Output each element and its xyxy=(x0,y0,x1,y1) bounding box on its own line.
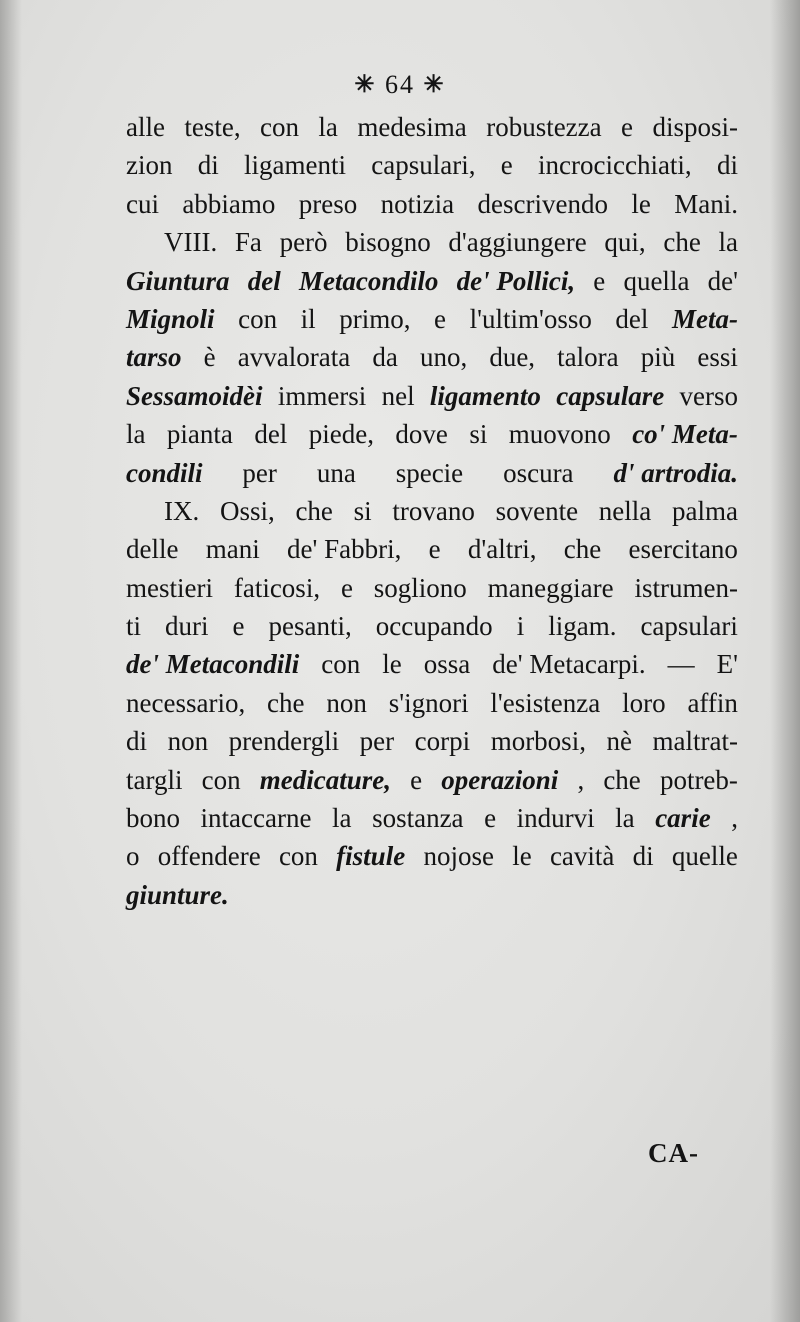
word: bono xyxy=(126,803,180,834)
page-number: 64 xyxy=(385,70,415,99)
word: Ossi, xyxy=(219,495,275,526)
ornament-left-icon: ✳ xyxy=(354,72,377,98)
word: uno, xyxy=(419,342,468,373)
word: nè xyxy=(606,726,632,757)
word: che xyxy=(663,227,701,258)
word: per xyxy=(242,457,277,488)
word: ligamenti xyxy=(244,150,347,181)
word: occupando xyxy=(375,611,493,642)
italic-word: medicature, xyxy=(259,764,391,795)
word: mani xyxy=(205,534,260,565)
word: di xyxy=(126,726,148,757)
word: la xyxy=(318,112,338,142)
word: medesima xyxy=(357,112,467,142)
italic-word: del xyxy=(247,265,281,296)
word: la xyxy=(718,227,738,258)
italic-word: Giuntura xyxy=(126,265,230,296)
word: maltrat- xyxy=(652,726,738,757)
text-line xyxy=(126,496,738,534)
word: capsulari xyxy=(640,611,738,642)
word: la xyxy=(332,803,352,834)
word: specie xyxy=(395,457,464,488)
page-header xyxy=(0,70,800,100)
word: preso xyxy=(298,188,358,219)
word: quella xyxy=(623,265,690,296)
word: e xyxy=(500,150,513,181)
word: s'ignori xyxy=(388,687,469,718)
word: cui xyxy=(126,188,159,219)
word: prendergli xyxy=(228,726,340,757)
page-shadow-left xyxy=(0,0,22,1322)
word: i xyxy=(516,611,525,642)
word: muovono xyxy=(508,419,611,450)
word: due, xyxy=(489,342,536,373)
text-line xyxy=(126,880,738,918)
text-line xyxy=(126,803,738,841)
text-line xyxy=(126,419,738,457)
word: capsulari, xyxy=(371,150,476,181)
word: per xyxy=(359,726,395,757)
word: affin xyxy=(687,687,738,718)
word: ossa xyxy=(423,649,471,680)
word: E' xyxy=(716,649,738,680)
word: che xyxy=(603,764,641,795)
word: mestieri xyxy=(126,572,213,603)
text-line xyxy=(126,150,738,188)
word: alle xyxy=(126,112,165,142)
text-line xyxy=(126,534,738,572)
text-line xyxy=(126,726,738,764)
word: che xyxy=(295,495,333,526)
word: e xyxy=(428,534,441,565)
word: si xyxy=(353,495,372,526)
word: disposi- xyxy=(652,112,738,142)
word: , xyxy=(577,764,585,795)
word: abbiamo xyxy=(182,188,276,219)
body-text xyxy=(126,112,738,918)
word: corpi xyxy=(414,726,471,757)
word: de' xyxy=(707,265,738,296)
word: targli xyxy=(126,764,183,795)
word: le xyxy=(512,841,532,872)
word: morbosi, xyxy=(490,726,586,757)
word: potreb- xyxy=(659,764,738,795)
word: zion xyxy=(126,150,173,181)
word: intaccarne xyxy=(200,803,312,834)
word: trovano xyxy=(392,495,475,526)
text-line xyxy=(126,342,738,380)
word: immersi xyxy=(277,380,367,411)
word: pesanti, xyxy=(268,611,352,642)
text-line xyxy=(126,458,738,496)
word: d'aggiungere xyxy=(448,227,587,258)
word: e xyxy=(410,764,423,795)
text-line xyxy=(126,112,738,150)
word: incrocicchiati, xyxy=(538,150,692,181)
word: non xyxy=(167,726,209,757)
word: faticosi, xyxy=(233,572,321,603)
word: pianta xyxy=(166,419,233,450)
word: — xyxy=(667,649,695,680)
word: ti xyxy=(126,611,142,642)
text-line xyxy=(126,573,738,611)
italic-word: condili xyxy=(126,457,203,488)
word: IX. xyxy=(164,495,200,526)
word: più xyxy=(640,342,676,373)
italic-word: Mignoli xyxy=(126,303,215,334)
italic-word: Metacondilo xyxy=(298,265,439,296)
word: bisogno xyxy=(345,227,431,258)
word: talora xyxy=(557,342,619,373)
word: e xyxy=(232,611,245,642)
word: descrivendo xyxy=(477,188,608,219)
word: e xyxy=(593,265,606,296)
word: di xyxy=(632,841,654,872)
word: VIII. xyxy=(164,227,218,258)
word: nella xyxy=(598,495,652,526)
catchword: CA- xyxy=(648,1138,699,1168)
word: il xyxy=(300,303,316,334)
italic-word: co' Meta- xyxy=(632,419,738,450)
page-shadow-right xyxy=(770,0,800,1322)
word: notizia xyxy=(380,188,455,219)
word: Fa xyxy=(234,227,262,258)
word: con xyxy=(321,649,361,680)
ornament-right-icon: ✳ xyxy=(423,72,446,98)
word: le xyxy=(382,649,402,680)
italic-word: Sessamoidèi xyxy=(126,380,263,411)
text-line xyxy=(126,688,738,726)
word: con xyxy=(238,303,278,334)
word: con xyxy=(260,112,300,142)
word: cavità xyxy=(549,841,615,872)
word: loro xyxy=(622,687,666,718)
word: de' Fabbri, xyxy=(287,534,402,565)
word: e xyxy=(621,112,634,142)
word: l'esistenza xyxy=(490,687,601,718)
word: primo, xyxy=(339,303,411,334)
italic-word: fistule xyxy=(336,841,406,872)
italic-word: giunture. xyxy=(126,879,229,910)
word: e xyxy=(484,803,497,834)
word: oscura xyxy=(503,457,574,488)
word: l'ultim'osso xyxy=(469,303,592,334)
word: essi xyxy=(697,342,738,373)
word: necessario, xyxy=(126,687,246,718)
italic-word: capsulare xyxy=(556,380,665,411)
word: avvalorata xyxy=(237,342,351,373)
italic-word: tarso xyxy=(126,342,182,373)
word: palma xyxy=(671,495,738,526)
word: duri xyxy=(165,611,209,642)
word: dove xyxy=(395,419,448,450)
word: la xyxy=(615,803,635,834)
word: del xyxy=(615,303,649,334)
word: la xyxy=(126,419,146,450)
word: però xyxy=(279,227,328,258)
text-line xyxy=(126,649,738,687)
text-line xyxy=(126,765,738,803)
italic-word: ligamento xyxy=(429,380,541,411)
italic-word: d' artrodia. xyxy=(613,457,738,488)
word: sogliono xyxy=(373,572,467,603)
word: non xyxy=(326,687,367,718)
word: di xyxy=(716,150,738,181)
word: delle xyxy=(126,534,179,565)
word: Mani. xyxy=(674,188,738,219)
word: verso xyxy=(679,380,738,411)
word: nel xyxy=(381,380,415,411)
word: ligam. xyxy=(548,611,617,642)
italic-word: de' Metacondili xyxy=(126,649,300,680)
text-line xyxy=(126,381,738,419)
word: e xyxy=(340,572,353,603)
word: maneggiare xyxy=(487,572,614,603)
word: una xyxy=(316,457,356,488)
text-line xyxy=(126,266,738,304)
word: quelle xyxy=(671,841,738,872)
word: esercitano xyxy=(628,534,738,565)
word: sovente xyxy=(495,495,579,526)
word: da xyxy=(372,342,398,373)
word: piede, xyxy=(308,419,374,450)
word: si xyxy=(469,419,488,450)
word: offendere xyxy=(157,841,261,872)
word: e xyxy=(434,303,447,334)
word: sostanza xyxy=(372,803,464,834)
italic-word: operazioni xyxy=(441,764,559,795)
word: con xyxy=(278,841,318,872)
italic-word: Meta- xyxy=(671,303,738,334)
italic-word: de' Pollici, xyxy=(456,265,576,296)
word: d'altri, xyxy=(467,534,537,565)
word: , xyxy=(731,803,738,834)
italic-word: carie xyxy=(655,803,711,834)
word: teste, xyxy=(184,112,241,142)
word: con xyxy=(201,764,241,795)
word: indurvi xyxy=(516,803,595,834)
word: del xyxy=(254,419,288,450)
word: di xyxy=(197,150,219,181)
text-line xyxy=(126,611,738,649)
word: che xyxy=(267,687,305,718)
word: qui, xyxy=(604,227,646,258)
text-line xyxy=(126,304,738,342)
text-line xyxy=(126,189,738,227)
word: che xyxy=(563,534,602,565)
word: le xyxy=(631,188,651,219)
word: robustezza xyxy=(486,112,602,142)
word: è xyxy=(203,342,216,373)
word: istrumen- xyxy=(634,572,738,603)
word: de' Metacarpi. xyxy=(492,649,646,680)
text-line xyxy=(126,841,738,879)
text-line xyxy=(126,227,738,265)
word: o xyxy=(126,841,140,872)
word: nojose xyxy=(423,841,494,872)
